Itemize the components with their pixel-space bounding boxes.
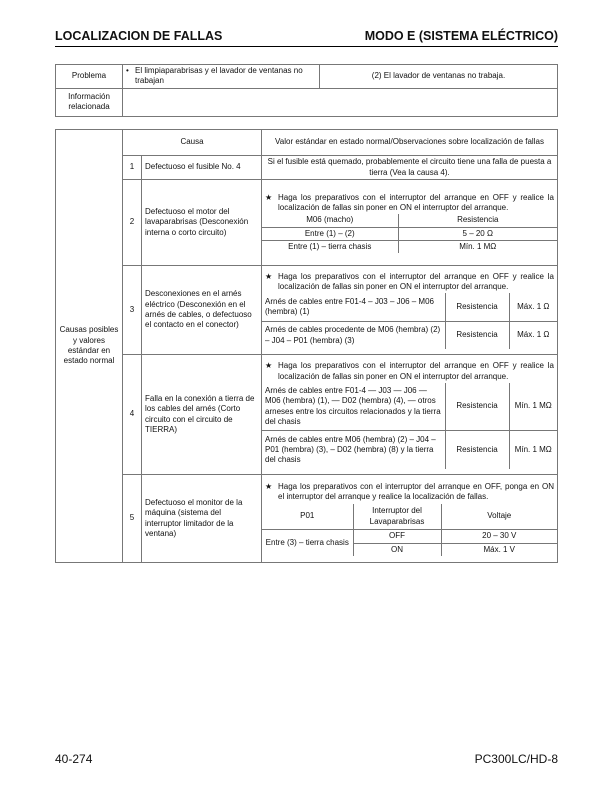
cause-row [56, 156, 558, 180]
cause-row [56, 355, 558, 475]
cause-note: Si el fusible está quemado, probablemente el circuito tiene una falla de puesta a tierra (Vea la causa 4). [262, 156, 558, 180]
cell: Máx. 1 Ω [509, 321, 557, 349]
cell: Entre (3) – tierra chasis [262, 530, 353, 556]
mode-title: MODO E (SISTEMA ELÉCTRICO) [364, 29, 558, 43]
cell: Arnés de cables entre F01-4 – J03 – J06 – M06 (hembra) (1) [262, 293, 445, 321]
cause-num: 5 [123, 475, 142, 563]
failure-mode: (2) El lavador de ventanas no trabaja. [320, 65, 558, 89]
cell: Arnés de cables entre F01-4 — J03 — J06 — M06 (hembra) (1), — D02 (hembra) (4), — otros arneses entre los circuitos relacionados y la tierra del chasis [262, 383, 445, 431]
check-table [262, 293, 557, 349]
cause-row [56, 180, 558, 266]
cell: Resistencia [445, 431, 509, 469]
model-name: PC300LC/HD-8 [474, 752, 558, 766]
info-value [123, 88, 558, 116]
cause-row [56, 475, 558, 563]
cell: Máx. 1 V [441, 543, 557, 556]
col-value-header: Valor estándar en estado normal/Observaciones sobre localización de fallas [262, 130, 558, 156]
cause-row [56, 266, 558, 355]
cause-num: 2 [123, 180, 142, 266]
page-number: 40-274 [55, 752, 93, 766]
problem-label: Problema [56, 65, 123, 89]
cause-num: 3 [123, 266, 142, 355]
cell: Arnés de cables procedente de M06 (hembra) (2) – J04 – P01 (hembra) (3) [262, 321, 445, 349]
cause-note: Haga los preparativos con el interruptor del arranque en OFF y realice la localización de fallas sin poner en ON el interruptor del arranque. [278, 271, 554, 291]
cause-text: Falla en la conexión a tierra de los cables del arnés (Corto circuito con el circuito de TIERRA) [142, 355, 262, 475]
cause-note: Haga los preparativos con el interruptor del arranque en OFF y realice la localización de fallas sin poner en ON el interruptor del arranque. [278, 361, 554, 381]
star-icon: ★ [265, 271, 273, 281]
cell: Arnés de cables entre M06 (hembra) (2) – J04 – P01 (hembra) (3), – D02 (hembra) (8) y la tierra del chasis [262, 431, 445, 469]
cell: 5 – 20 Ω [398, 227, 557, 240]
star-icon: ★ [265, 361, 273, 371]
cause-note: Haga los preparativos con el interruptor del arranque en OFF y realice la localización de fallas sin poner en ON el interruptor del arranque. [278, 192, 554, 212]
cell: Resistencia [398, 214, 557, 227]
col-cause-header: Causa [123, 130, 262, 156]
cell: 20 – 30 V [441, 530, 557, 543]
cell: Entre (1) – tierra chasis [262, 241, 398, 254]
cause-num: 1 [123, 156, 142, 180]
causes-table [55, 129, 558, 563]
cell: Mín. 1 MΩ [398, 241, 557, 254]
bullet-icon: • [126, 66, 129, 75]
info-label: Información relacionada [56, 88, 123, 116]
section-title: LOCALIZACION DE FALLAS [55, 29, 223, 43]
cause-note: Haga los preparativos con el interruptor del arranque en OFF, ponga en ON el interruptor del arranque y realice la localización de fallas. [278, 481, 554, 502]
star-icon: ★ [265, 481, 273, 491]
cell: Interruptor del Lavaparabrisas [353, 504, 441, 530]
cell: Máx. 1 Ω [509, 293, 557, 321]
cell: ON [353, 543, 441, 556]
cause-text: Desconexiones en el arnés eléctrico (Desconexión en el arnés de cables, o defectuoso el contacto en el conector) [142, 266, 262, 355]
cause-num: 4 [123, 355, 142, 475]
check-table [262, 504, 557, 556]
check-table [262, 214, 557, 253]
star-icon: ★ [265, 192, 273, 202]
cell: Mín. 1 MΩ [509, 431, 557, 469]
cell: OFF [353, 530, 441, 543]
page-header [55, 28, 558, 47]
cause-text: Defectuoso el motor del lavaparabrisas (Desconexión interna o corto circuito) [142, 180, 262, 266]
cell: Resistencia [445, 383, 509, 431]
problem-description: El limpiaparabrisas y el lavador de ventanas no trabajan [135, 66, 303, 86]
cell: Mín. 1 MΩ [509, 383, 557, 431]
cell: Voltaje [441, 504, 557, 530]
cell: Resistencia [445, 321, 509, 349]
check-table [262, 383, 557, 469]
cause-text: Defectuoso el fusible No. 4 [142, 156, 262, 180]
cause-text: Defectuoso el monitor de la máquina (sistema del interruptor limitador de la ventana) [142, 475, 262, 563]
causes-side-label: Causas posibles y valores estándar en estado normal [56, 130, 123, 563]
page-footer [55, 752, 558, 768]
cell: P01 [262, 504, 353, 530]
cell: Entre (1) – (2) [262, 227, 398, 240]
cell: M06 (macho) [262, 214, 398, 227]
cell: Resistencia [445, 293, 509, 321]
problem-table [55, 64, 558, 117]
